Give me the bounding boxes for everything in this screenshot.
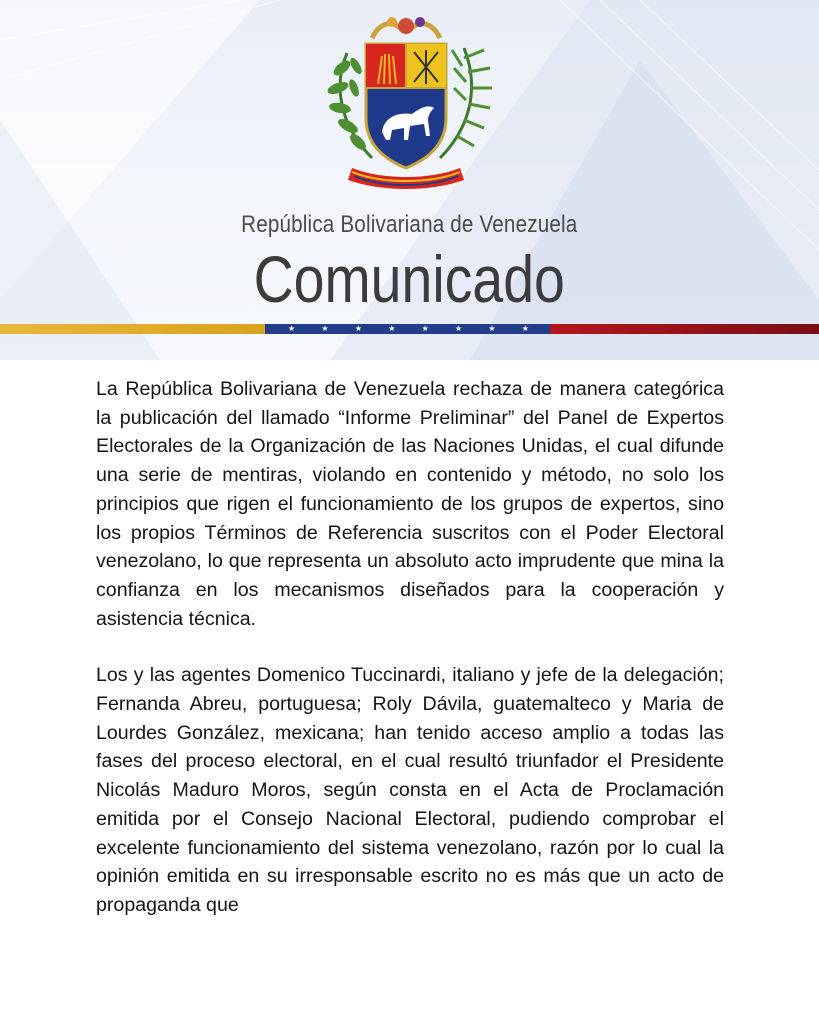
stars-icon: ★ ★ ★ ★ ★ ★ ★ ★ bbox=[288, 324, 541, 333]
paragraph-2: Los y las agentes Domenico Tuccinardi, italiano y jefe de la delegación; Fernanda Abreu, portuguesa; Roly Dávila, guatemalteco y Maria de Lourdes González, mexicana; han tenido acceso amplio a todas las fases del proceso electoral, en el cual resultó triunfador el Presidente Nicolás Maduro Moros, según consta en el Acta de Proclamación emitida por el Consejo Nacional Electoral, pudiendo comprobar el excelente funcionamiento del sistema venezolano, razón por lo cual la opinión emitida en su irresponsable escrito no es más que un acto de propaganda que bbox=[96, 664, 724, 916]
communique-body bbox=[96, 375, 724, 948]
flag-band-yellow bbox=[0, 324, 265, 334]
flag-band-red bbox=[550, 324, 819, 334]
coat-of-arms-icon bbox=[312, 8, 500, 194]
page-title: Comunicado bbox=[253, 242, 565, 316]
paragraph-1: La República Bolivariana de Venezuela rechaza de manera categórica la publicación del llamado “Informe Preliminar” del Panel de Expertos Electorales de la Organización de las Naciones Unidas, el cual difunde una serie de mentiras, violando en contenido y método, no solo los principios que rigen el funcionamiento de los grupos de expertos, sino los propios Términos de Referencia suscritos con el Poder Electoral venezolano, lo que representa un absoluto acto imprudente que mina la confianza en los mecanismos diseñados para la cooperación y asistencia técnica. bbox=[96, 378, 724, 630]
flag-band-blue bbox=[265, 324, 550, 334]
flag-band bbox=[0, 324, 819, 334]
header bbox=[0, 0, 819, 360]
country-name: República Bolivariana de Venezuela bbox=[241, 211, 578, 238]
